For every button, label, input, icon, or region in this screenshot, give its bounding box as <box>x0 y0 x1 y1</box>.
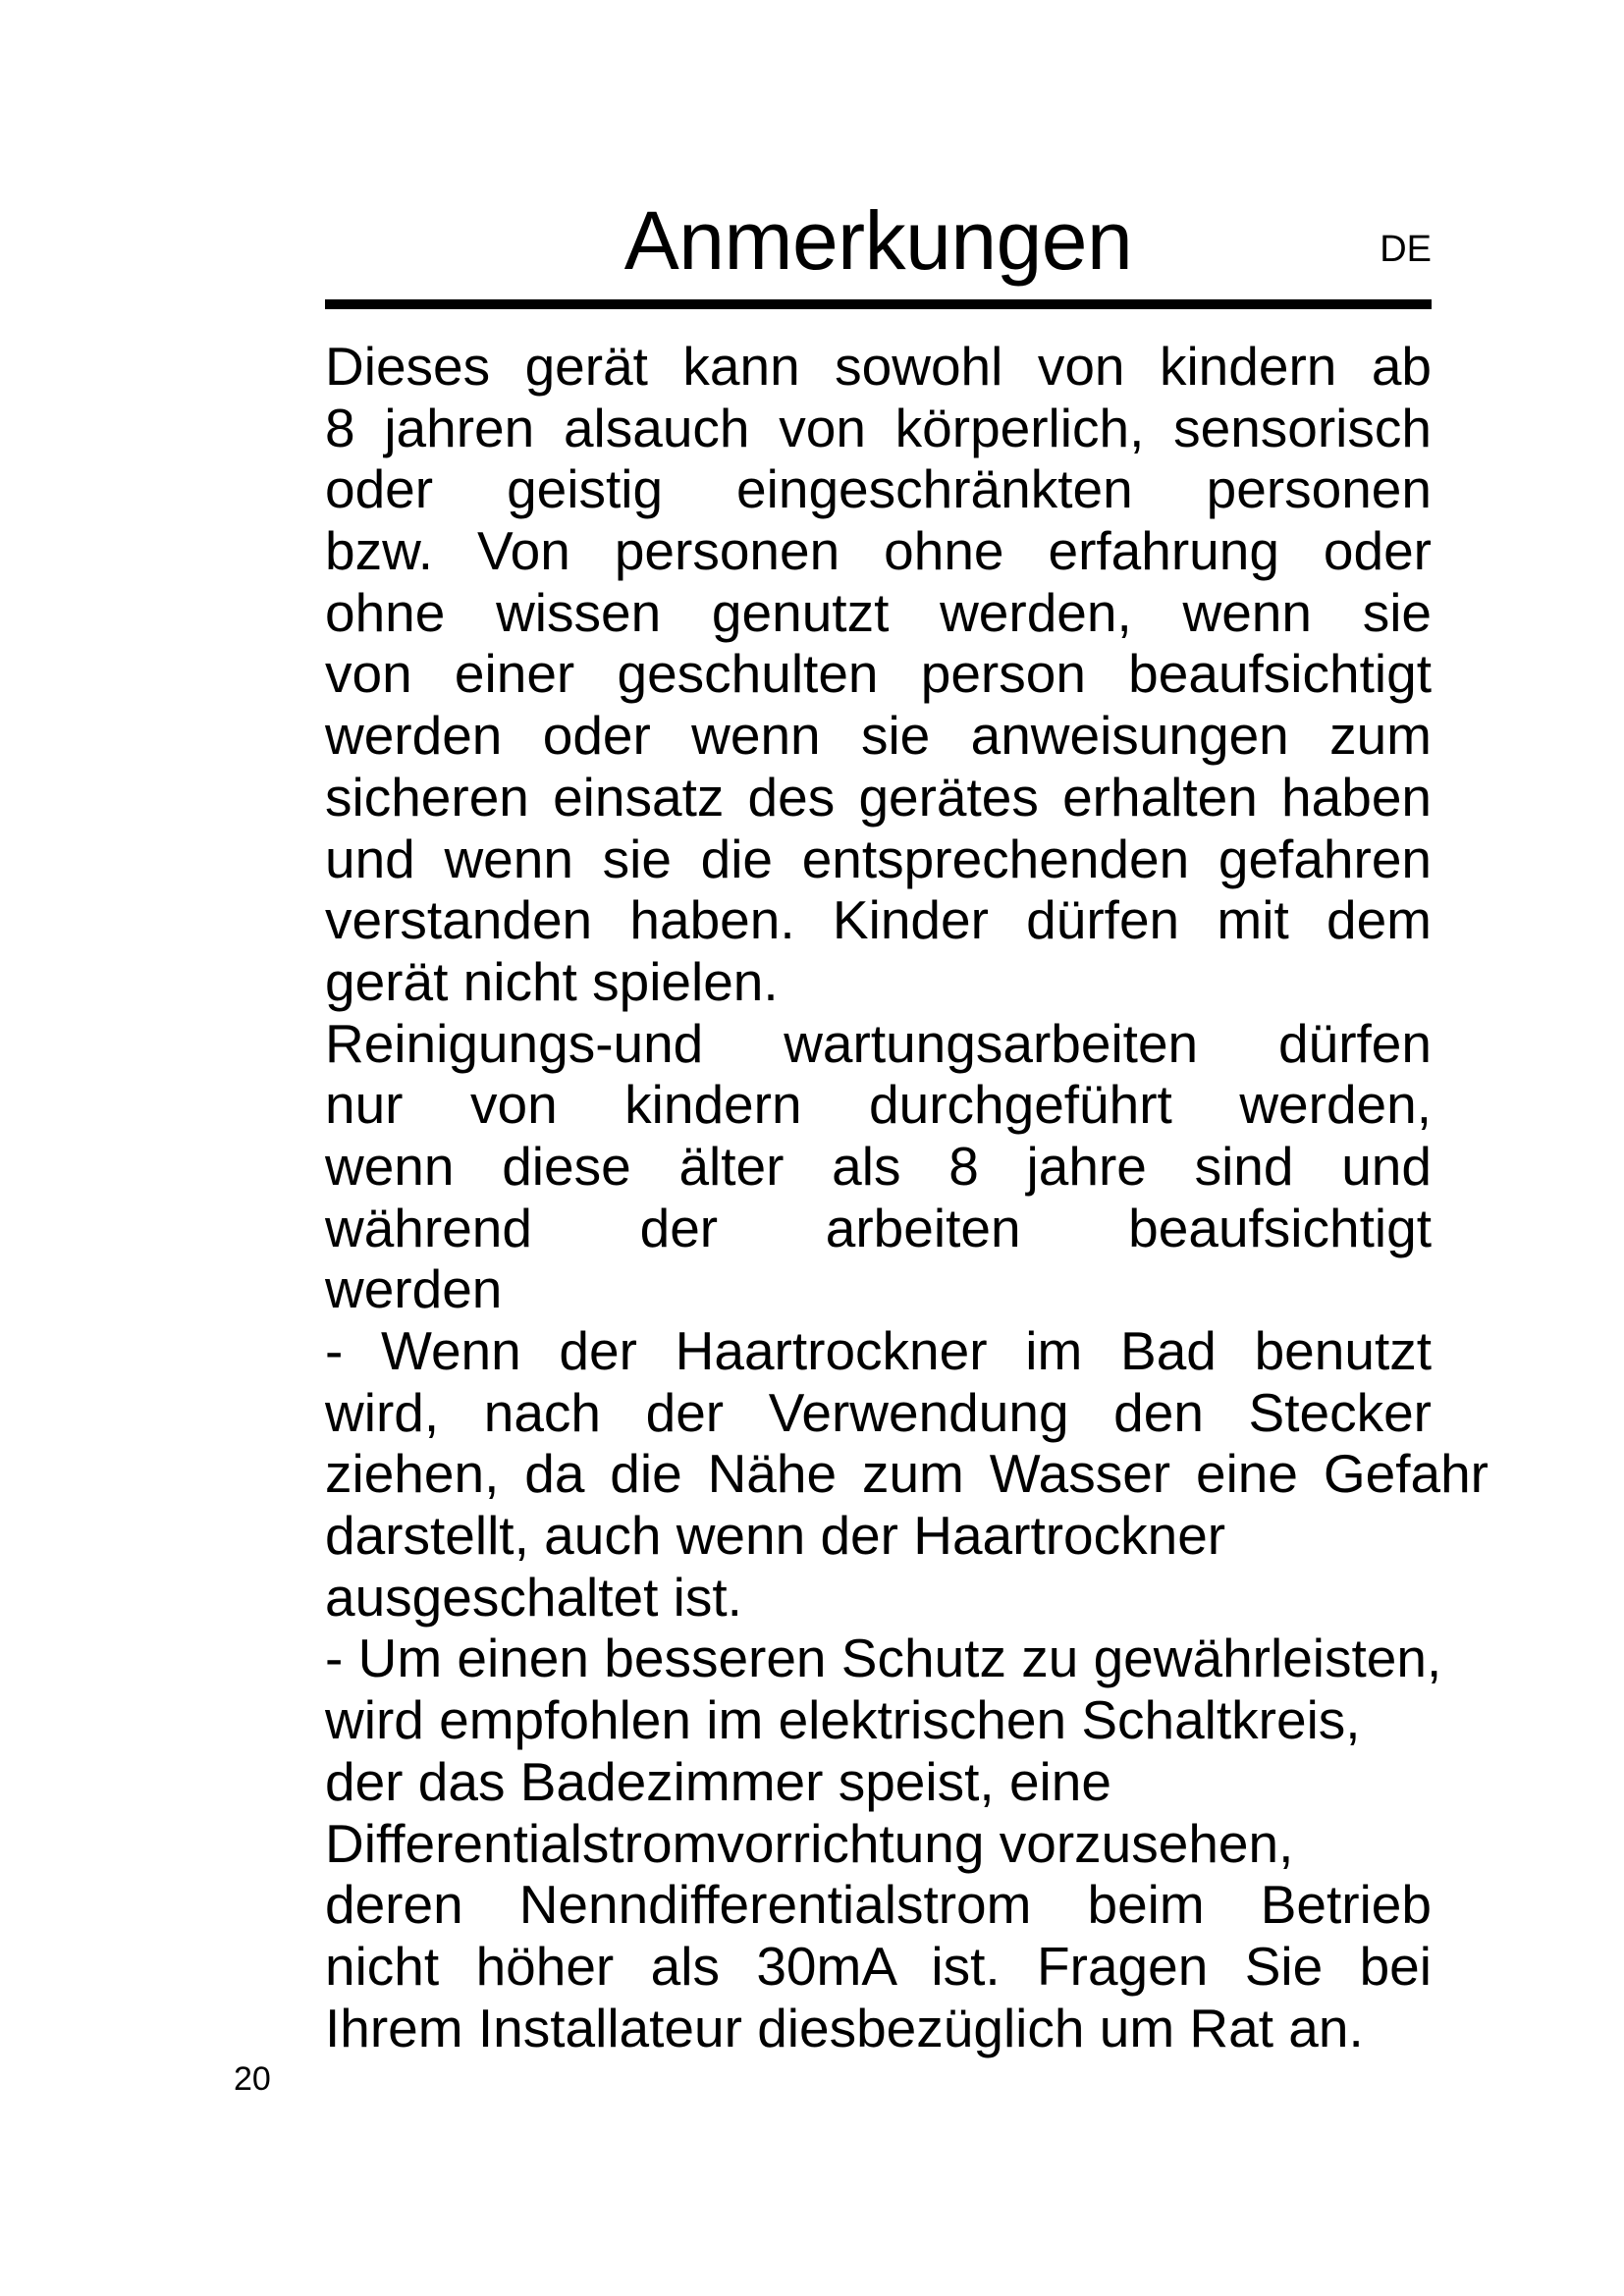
text-line: Differentialstromvorrichtung vorzusehen, <box>325 1812 1294 1874</box>
text-line: sicheren einsatz des gerätes erhalten haben <box>325 766 1432 828</box>
text-line: von einer geschulten person beaufsichtigt <box>325 643 1432 705</box>
text-line: wird, nach der Verwendung den Stecker <box>325 1381 1432 1443</box>
text-line: werden oder wenn sie anweisungen zum <box>325 705 1432 767</box>
text-line: Ihrem Installateur diesbezüglich um Rat an. <box>325 1997 1364 2058</box>
text-line: der das Badezimmer speist, eine <box>325 1750 1111 1812</box>
text-line: werden <box>325 1258 503 1320</box>
notes-body <box>325 336 1489 2058</box>
text-line: Reinigungs-und wartungsarbeiten dürfen <box>325 1012 1432 1074</box>
language-code: DE <box>1380 229 1432 270</box>
text-line: während der arbeiten beaufsichtigt <box>325 1197 1432 1258</box>
text-line: wird empfohlen im elektrischen Schaltkreis, <box>325 1689 1361 1751</box>
text-line: ohne wissen genutzt werden, wenn sie <box>325 581 1432 643</box>
text-line: ausgeschaltet ist. <box>325 1566 742 1628</box>
text-line: bzw. Von personen ohne erfahrung oder <box>325 520 1432 582</box>
text-line: ziehen, da die Nähe zum Wasser eine Gefahr <box>325 1443 1489 1505</box>
text-line: darstellt, auch wenn der Haartrockner <box>325 1505 1226 1567</box>
text-line: gerät nicht spielen. <box>325 950 779 1012</box>
page-title: Anmerkungen <box>623 194 1133 287</box>
page-header <box>325 187 1432 304</box>
text-line: verstanden haben. Kinder dürfen mit dem <box>325 889 1432 951</box>
text-line: - Wenn der Haartrockner im Bad benutzt <box>325 1320 1432 1381</box>
text-line: deren Nenndifferentialstrom beim Betrieb <box>325 1874 1432 1936</box>
page-number: 20 <box>234 2060 271 2098</box>
text-line: und wenn sie die entsprechenden gefahren <box>325 828 1432 889</box>
text-line: nicht höher als 30mA ist. Fragen Sie bei <box>325 1935 1432 1997</box>
text-line: Dieses gerät kann sowohl von kindern ab <box>325 336 1432 397</box>
text-line: 8 jahren alsauch von körperlich, sensorisch <box>325 397 1432 458</box>
text-line: nur von kindern durchgeführt werden, <box>325 1074 1432 1136</box>
text-line: oder geistig eingeschränkten personen <box>325 458 1432 520</box>
text-line: - Um einen besseren Schutz zu gewährleisten, <box>325 1628 1442 1689</box>
text-line: wenn diese älter als 8 jahre sind und <box>325 1135 1432 1197</box>
header-divider <box>325 299 1432 309</box>
